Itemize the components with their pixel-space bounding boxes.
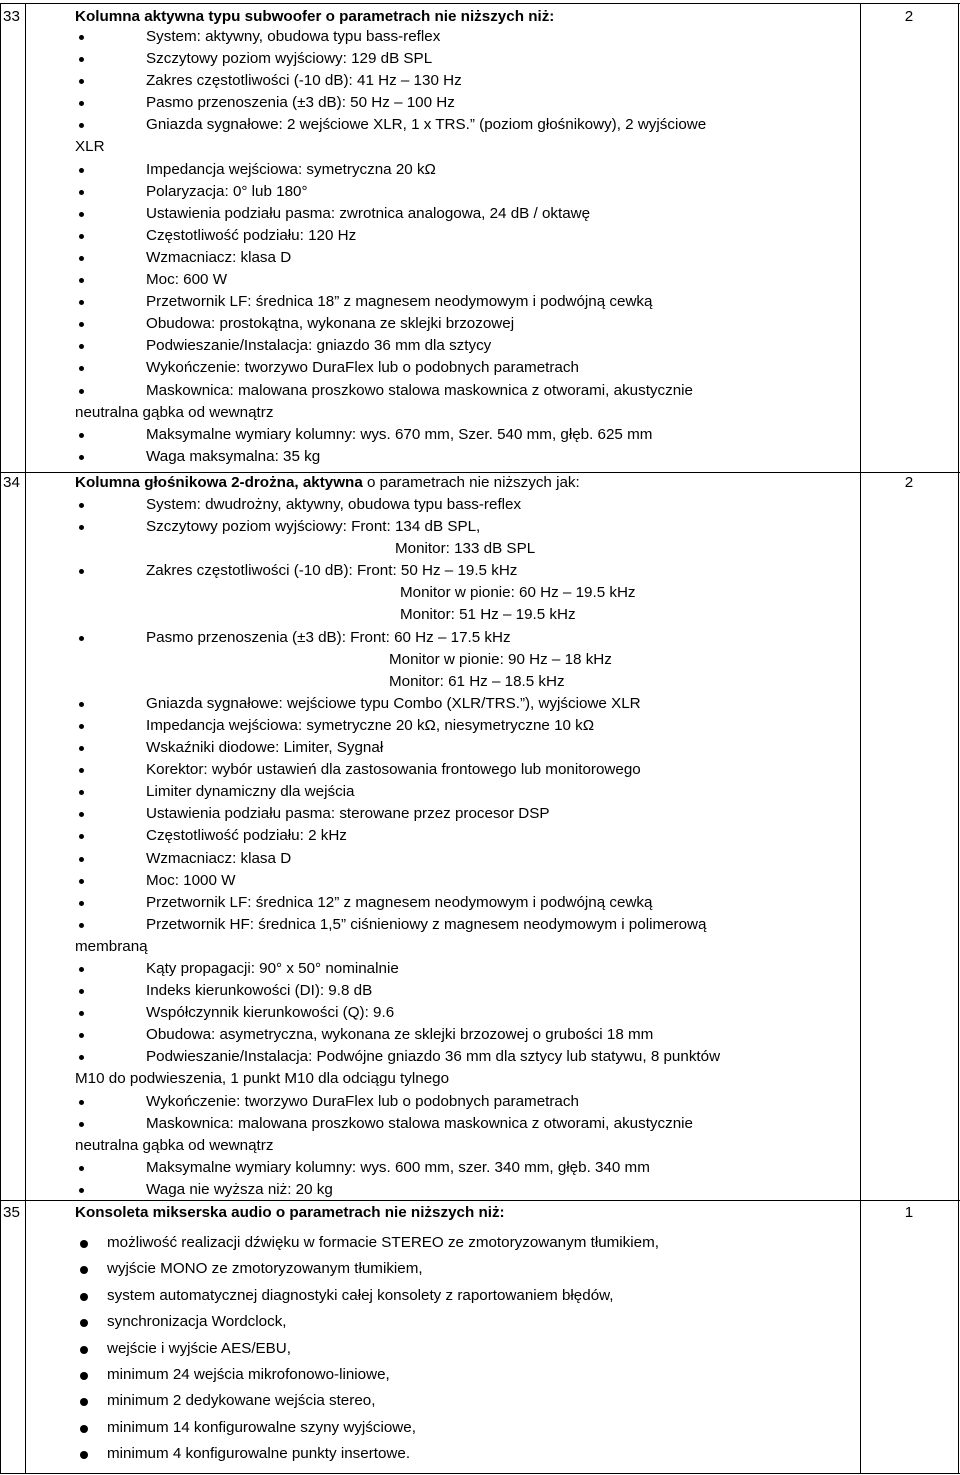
table-border-top [0, 3, 960, 4]
spec-line: Szczytowy poziom wyjściowy: Front: 134 dB SPL, [75, 516, 855, 538]
spec-line: Impedancja wejściowa: symetryczna 20 kΩ [75, 159, 855, 181]
row-divider-33-34 [0, 472, 960, 473]
spec-line: minimum 4 konfigurowalne punkty insertowe. [75, 1441, 855, 1467]
spec-line: Współczynnik kierunkowości (Q): 9.6 [75, 1002, 855, 1024]
item-description [75, 1230, 855, 1468]
spec-line: Waga maksymalna: 35 kg [75, 446, 855, 468]
table-border-right [958, 3, 959, 1474]
spec-line: Częstotliwość podziału: 2 kHz [75, 825, 855, 847]
spec-line: Zakres częstotliwości (-10 dB): 41 Hz – 130 Hz [75, 70, 855, 92]
spec-line: Indeks kierunkowości (DI): 9.8 dB [75, 980, 855, 1002]
spec-line: Pasmo przenoszenia (±3 dB): Front: 60 Hz – 17.5 kHz [75, 627, 855, 649]
spec-line: minimum 14 konfigurowalne szyny wyjściowe, [75, 1415, 855, 1441]
spec-line: synchronizacja Wordclock, [75, 1309, 855, 1335]
spec-line: Wskaźniki diodowe: Limiter, Sygnał [75, 737, 855, 759]
row-number: 35 [3, 1204, 20, 1221]
row-quantity: 1 [904, 1204, 914, 1221]
spec-line: System: aktywny, obudowa typu bass-reflex [75, 26, 855, 48]
item-title: Kolumna aktywna typu subwoofer o parametrach nie niższych niż: [75, 8, 555, 25]
spec-line: Waga nie wyższa niż: 20 kg [75, 1179, 855, 1201]
spec-line: Wzmacniacz: klasa D [75, 247, 855, 269]
spec-line-continuation: neutralna gąbka od wewnątrz [75, 403, 274, 421]
spec-line: Maskownica: malowana proszkowo stalowa maskownica z otworami, akustycznie [75, 380, 855, 402]
spec-line: System: dwudrożny, aktywny, obudowa typu bass-reflex [75, 494, 855, 516]
spec-line: Gniazda sygnałowe: wejściowe typu Combo (XLR/TRS.”), wyjściowe XLR [75, 693, 855, 715]
spec-line: Ustawienia podziału pasma: zwrotnica analogowa, 24 dB / oktawę [75, 203, 855, 225]
spec-line-continuation: Monitor w pionie: 60 Hz – 19.5 kHz [400, 584, 636, 602]
row-number: 34 [3, 474, 20, 491]
spec-line: Pasmo przenoszenia (±3 dB): 50 Hz – 100 Hz [75, 92, 855, 114]
table-border-bottom [0, 1473, 960, 1474]
spec-line: Obudowa: prostokątna, wykonana ze sklejki brzozowej [75, 313, 855, 335]
spec-line: Maskownica: malowana proszkowo stalowa maskownica z otworami, akustycznie [75, 1113, 855, 1135]
spec-line: Ustawienia podziału pasma: sterowane przez procesor DSP [75, 803, 855, 825]
column-divider-quantity [860, 3, 861, 1474]
spec-line: wyjście MONO ze zmotoryzowanym tłumikiem, [75, 1256, 855, 1282]
spec-line-continuation: membraną [75, 937, 148, 955]
row-quantity: 2 [904, 474, 914, 491]
spec-line-continuation: Monitor: 51 Hz – 19.5 kHz [400, 606, 576, 624]
spec-line: Wykończenie: tworzywo DuraFlex lub o podobnych parametrach [75, 1091, 855, 1113]
spec-line: Maksymalne wymiary kolumny: wys. 670 mm, Szer. 540 mm, głęb. 625 mm [75, 424, 855, 446]
spec-line: Kąty propagacji: 90° x 50° nominalnie [75, 958, 855, 980]
item-description [75, 494, 855, 1201]
spec-line: minimum 2 dedykowane wejścia stereo, [75, 1388, 855, 1414]
spec-line: Maksymalne wymiary kolumny: wys. 600 mm, szer. 340 mm, głęb. 340 mm [75, 1157, 855, 1179]
item-title: Konsoleta mikserska audio o parametrach nie niższych niż: [75, 1204, 505, 1221]
spec-line-continuation: neutralna gąbka od wewnątrz [75, 1136, 274, 1154]
spec-line: Przetwornik HF: średnica 1,5” ciśnieniowy z magnesem neodymowym i polimerową [75, 914, 855, 936]
spec-line: Korektor: wybór ustawień dla zastosowania frontowego lub monitorowego [75, 759, 855, 781]
spec-line-continuation: XLR [75, 138, 105, 156]
spec-line-continuation: Monitor w pionie: 90 Hz – 18 kHz [389, 650, 612, 668]
spec-line: Wykończenie: tworzywo DuraFlex lub o podobnych parametrach [75, 357, 855, 379]
spec-line: Polaryzacja: 0° lub 180° [75, 181, 855, 203]
spec-line: minimum 24 wejścia mikrofonowo-liniowe, [75, 1362, 855, 1388]
spec-line: Impedancja wejściowa: symetryczne 20 kΩ, niesymetryczne 10 kΩ [75, 715, 855, 737]
spec-line: Moc: 1000 W [75, 870, 855, 892]
spec-line-continuation: Monitor: 133 dB SPL [395, 540, 536, 558]
spec-line: Zakres częstotliwości (-10 dB): Front: 50 Hz – 19.5 kHz [75, 560, 855, 582]
spec-line: Podwieszanie/Instalacja: Podwójne gniazdo 36 mm dla sztycy lub statywu, 8 punktów [75, 1046, 855, 1068]
spec-line-continuation: Monitor: 61 Hz – 18.5 kHz [389, 672, 565, 690]
row-number: 33 [3, 8, 20, 25]
spec-line: Obudowa: asymetryczna, wykonana ze sklejki brzozowej o grubości 18 mm [75, 1024, 855, 1046]
spec-line: Limiter dynamiczny dla wejścia [75, 781, 855, 803]
spec-line: Wzmacniacz: klasa D [75, 848, 855, 870]
spec-line: Szczytowy poziom wyjściowy: 129 dB SPL [75, 48, 855, 70]
spec-line: Podwieszanie/Instalacja: gniazdo 36 mm dla sztycy [75, 335, 855, 357]
spec-line: Gniazda sygnałowe: 2 wejściowe XLR, 1 x TRS.” (poziom głośnikowy), 2 wyjściowe [75, 114, 855, 136]
spec-line-continuation: M10 do podwieszenia, 1 punkt M10 dla odciągu tylnego [75, 1070, 450, 1088]
item-title-rest: o parametrach nie niższych jak: [362, 474, 580, 491]
spec-line: Częstotliwość podziału: 120 Hz [75, 225, 855, 247]
item-description [75, 26, 855, 468]
spec-line: Przetwornik LF: średnica 18” z magnesem neodymowym i podwójną cewką [75, 291, 855, 313]
column-divider-number [25, 3, 26, 1474]
spec-line: system automatycznej diagnostyki całej konsolety z raportowaniem błędów, [75, 1283, 855, 1309]
spec-line: możliwość realizacji dźwięku w formacie STEREO ze zmotoryzowanym tłumikiem, [75, 1230, 855, 1256]
item-title-bold: Kolumna głośnikowa 2-drożna, aktywna [75, 474, 363, 491]
spec-line: Przetwornik LF: średnica 12” z magnesem neodymowym i podwójną cewką [75, 892, 855, 914]
spec-line: Moc: 600 W [75, 269, 855, 291]
spec-line: wejście i wyjście AES/EBU, [75, 1336, 855, 1362]
table-border-left [0, 3, 1, 1474]
row-quantity: 2 [904, 8, 914, 25]
item-title [75, 474, 580, 492]
